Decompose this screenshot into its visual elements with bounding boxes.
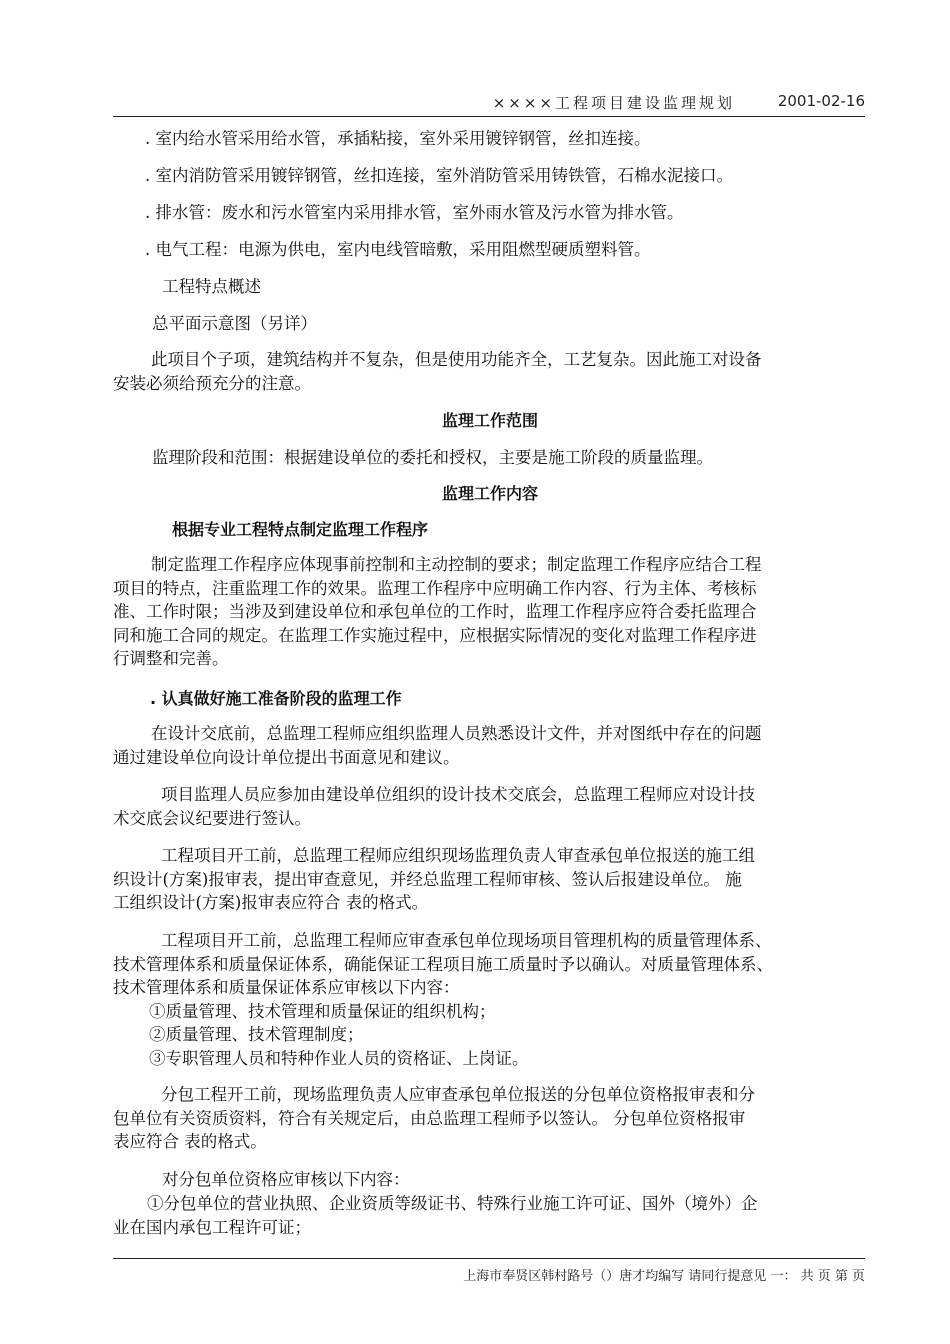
header-title: ××××工程项目建设监理规划 [492, 94, 735, 112]
text-line: . 室内消防管采用镀锌钢管，丝扣连接，室外消防管采用铸铁管，石棉水泥接口。 [145, 166, 733, 185]
page-header [113, 92, 865, 117]
paragraph-line: 通过建设单位向设计单位提出书面意见和建议。 [113, 747, 460, 767]
paragraph [113, 553, 865, 671]
paragraph-line: 分包工程开工前，现场监理负责人应审查承包单位报送的分包单位资格报审表和分 [161, 1085, 755, 1104]
paragraph-line: 工组织设计(方案)报审表应符合 表的格式。 [113, 893, 429, 912]
paragraph-line: 包单位有关资质资料，符合有关规定后，由总监理工程师予以签认。 分包单位资格报审 [113, 1108, 746, 1128]
list-item: ①质量管理、技术管理和质量保证的组织机构； [149, 1001, 496, 1021]
paragraph-line: 此项目个子项，建筑结构并不复杂，但是使用功能齐全，工艺复杂。因此施工对设备 [151, 350, 762, 369]
paragraph-line: 表应符合 表的格式。 [113, 1132, 267, 1151]
paragraph-line: 业在国内承包工程许可证； [113, 1217, 311, 1237]
subsection-heading: 根据专业工程特点制定监理工作程序 [172, 520, 429, 539]
paragraph [113, 929, 865, 1070]
paragraph [113, 1192, 865, 1239]
text-line: 工程特点概述 [162, 277, 261, 296]
list-item: ③专职管理人员和特种作业人员的资格证、上岗证。 [149, 1048, 529, 1068]
paragraph-line: 同和施工合同的规定。在监理工作实施过程中，应根据实际情况的变化对监理工作程序进 [113, 625, 757, 645]
list-item: ①分包单位的营业执照、企业资质等级证书、特殊行业施工许可证、国外（境外）企 [147, 1194, 758, 1213]
text-line: 监理阶段和范围：根据建设单位的委托和授权，主要是施工阶段的质量监理。 [152, 448, 713, 467]
section-heading: 监理工作范围 [442, 411, 539, 430]
footer-divider [113, 1258, 865, 1259]
paragraph-line: 安装必须给预充分的注意。 [113, 373, 311, 393]
text-line: . 电气工程：电源为供电，室内电线管暗敷，采用阻燃型硬质塑料管。 [145, 240, 651, 259]
paragraph-line: 工程项目开工前，总监理工程师应审查承包单位现场项目管理机构的质量管理体系、 [161, 931, 772, 950]
paragraph-line: 项目监理人员应参加由建设单位组织的设计技术交底会，总监理工程师应对设计技 [161, 785, 755, 804]
text-line: 总平面示意图（另详） [152, 314, 317, 333]
text-line: . 排水管：废水和污水管室内采用排水管，室外雨水管及污水管为排水管。 [145, 203, 684, 222]
subsection-heading: . 认真做好施工准备阶段的监理工作 [150, 689, 402, 708]
paragraph-line: 行调整和完善。 [113, 649, 229, 668]
paragraph [113, 844, 865, 915]
header-date: 2001-02-16 [777, 92, 865, 110]
paragraph-line: 准、工作时限；当涉及到建设单位和承包单位的工作时，监理工作程序应符合委托监理合 [113, 602, 757, 621]
paragraph-line: 织设计(方案)报审表，提出审查意见，并经总监理工程师审核、签认后报建设单位。 施 [113, 869, 742, 889]
text-line: . 室内给水管采用给水管，承插粘接，室外采用镀锌钢管，丝扣连接。 [145, 129, 651, 148]
paragraph [113, 722, 865, 769]
paragraph [113, 348, 865, 395]
paragraph [113, 1083, 865, 1154]
paragraph-line: 工程项目开工前，总监理工程师应组织现场监理负责人审查承包单位报送的施工组 [161, 846, 755, 865]
paragraph-line: 术交底会议纪要进行签认。 [113, 808, 311, 828]
paragraph-line: 在设计交底前，总监理工程师应组织监理人员熟悉设计文件，并对图纸中存在的问题 [151, 724, 762, 743]
paragraph [113, 783, 865, 830]
paragraph-line: 技术管理体系和质量保证体系，确能保证工程项目施工质量时予以确认。对质量管理体系、 [113, 954, 773, 974]
paragraph-line: 技术管理体系和质量保证体系应审核以下内容： [113, 978, 460, 997]
list-item: ②质量管理、技术管理制度； [149, 1025, 364, 1044]
section-heading: 监理工作内容 [442, 484, 539, 503]
paragraph-line: 项目的特点，注重监理工作的效果。监理工作程序中应明确工作内容、行为主体、考核标 [113, 578, 757, 598]
text-line: 对分包单位资格应审核以下内容： [162, 1170, 410, 1189]
paragraph-line: 制定监理工作程序应体现事前控制和主动控制的要求；制定监理工作程序应结合工程 [151, 555, 762, 574]
page-footer: 上海市奉贤区韩村路号（）唐才均编写 请同行提意见 一： 共 页 第 页 [463, 1269, 865, 1284]
